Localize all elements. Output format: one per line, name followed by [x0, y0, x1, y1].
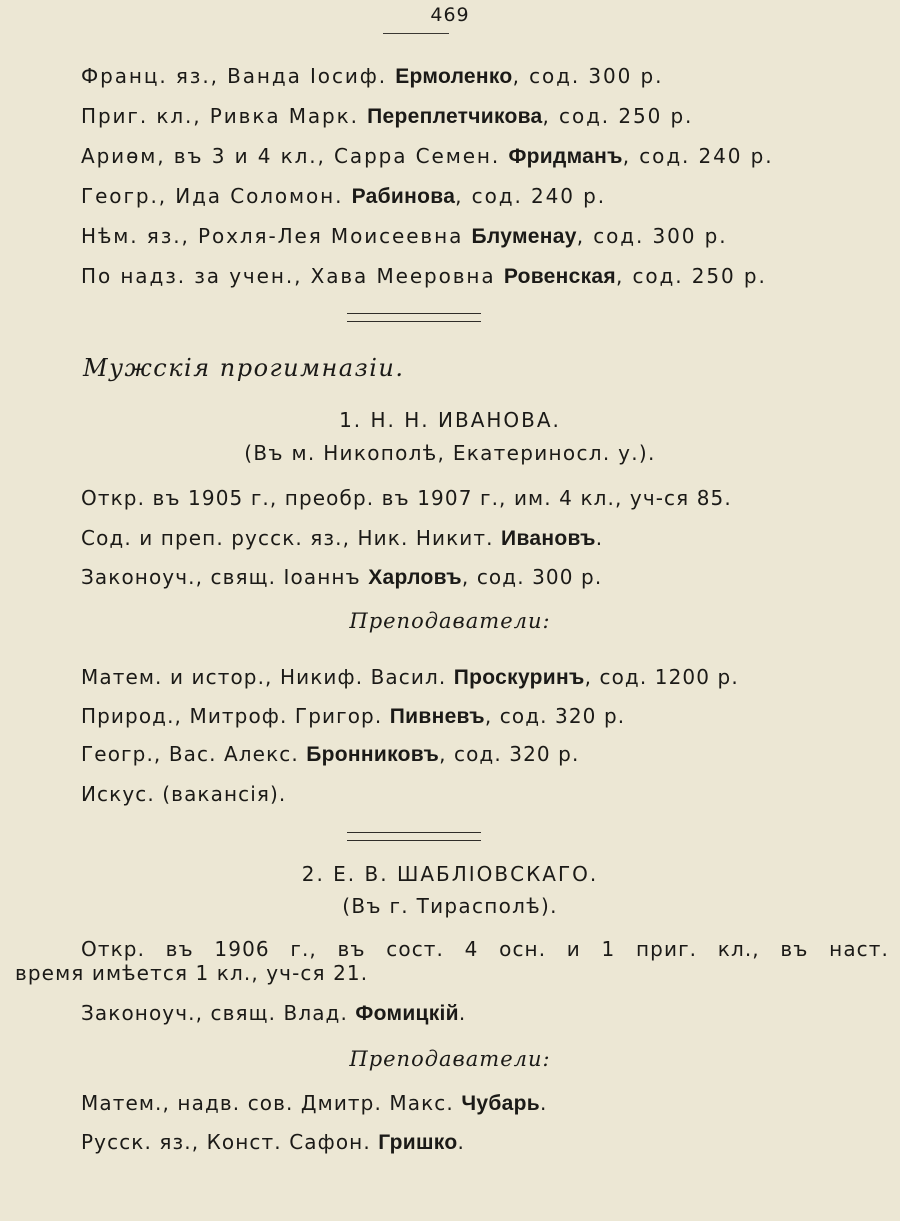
school-location: (Въ м. Никополѣ, Екатериносл. у.). — [244, 441, 656, 465]
staff-line: Нѣм. яз., Рохля-Лея Моисеевна Блуменау, сод. 300 р. — [81, 224, 728, 248]
staff-line: Ариѳм, въ 3 и 4 кл., Сарра Семен. Фридманъ, сод. 240 р. — [81, 144, 774, 168]
teacher-line: Искус. (вакансія). — [81, 782, 287, 806]
staff-line: Законоуч., свящ. Влад. Фомицкій. — [81, 1001, 467, 1025]
staff-line: Геогр., Ида Соломон. Рабинова, сод. 240 р. — [81, 184, 606, 208]
staff-line: Приг. кл., Ривка Марк. Переплетчикова, сод. 250 р. — [81, 104, 694, 128]
teacher-line: Матем. и истор., Никиф. Васил. Проскуринъ, сод. 1200 р. — [81, 665, 739, 689]
school-info: Откр. въ 1905 г., преобр. въ 1907 г., им. 4 кл., уч-ся 85. — [81, 486, 732, 510]
page-number-rule — [383, 33, 449, 34]
staff-line: Законоуч., свящ. Іоаннъ Харловъ, сод. 300 р. — [81, 565, 603, 589]
teacher-line: Русск. яз., Конст. Сафон. Гришко. — [81, 1130, 465, 1154]
page-number: 469 — [430, 4, 470, 26]
teacher-line: Геогр., Вас. Алекс. Бронниковъ, сод. 320 р. — [81, 742, 580, 766]
staff-line: Франц. яз., Ванда Іосиф. Ермоленко, сод. 300 р. — [81, 64, 664, 88]
school-heading: 2. Е. В. ШАБЛІОВСКАГО. — [301, 862, 599, 886]
section-divider — [347, 313, 481, 322]
school-info-line2: время имѣется 1 кл., уч-ся 21. — [15, 961, 369, 985]
school-location: (Въ г. Тирасполѣ). — [342, 894, 558, 918]
teachers-label: Преподаватели: — [349, 609, 551, 633]
teachers-label: Преподаватели: — [349, 1047, 551, 1071]
section-divider — [347, 832, 481, 841]
staff-line: Сод. и преп. русск. яз., Ник. Никит. Ивановъ. — [81, 526, 604, 550]
teacher-line: Природ., Митроф. Григор. Пивневъ, сод. 320 р. — [81, 704, 626, 728]
staff-line: По надз. за учен., Хава Мееровна Ровенская, сод. 250 р. — [81, 264, 767, 288]
school-info-line1: Откр. въ 1906 г., въ сост. 4 осн. и 1 приг. кл., въ наст. — [81, 937, 889, 961]
teacher-line: Матем., надв. сов. Дмитр. Макс. Чубарь. — [81, 1091, 548, 1115]
school-heading: 1. Н. Н. ИВАНОВА. — [339, 408, 561, 432]
section-title: Мужскія прогимназіи. — [83, 354, 405, 382]
